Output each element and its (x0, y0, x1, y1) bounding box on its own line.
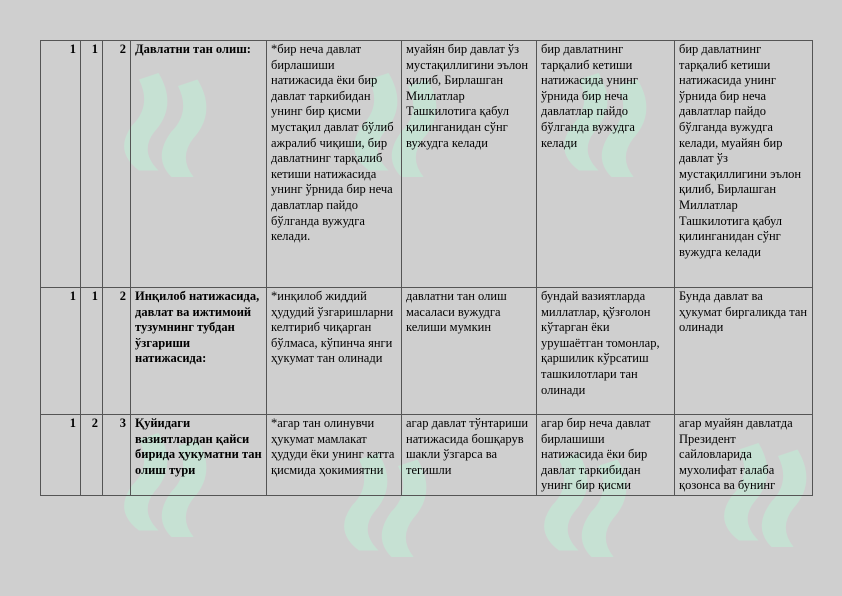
number-cell: 2 (103, 288, 131, 415)
answer-cell: бундай вазиятларда миллатлар, қўзғолон кўтарган ёки урушаётган томонлар, қаршилик кўрсатиш ташкилотлари тан олинади (537, 288, 675, 415)
answer-cell: агар муайян давлатда Президент сайловларида мухолифат ғалаба қозонса ва бунинг (675, 415, 813, 496)
question-cell: Инқилоб натижасида, давлат ва ижтимоий тузумнинг тубдан ўзгариши натижасида: (131, 288, 267, 415)
table-row (41, 288, 813, 415)
table-row (41, 415, 813, 496)
answer-cell: бир давлатнинг тарқалиб кетиши натижасида унинг ўрнида бир неча давлатлар пайдо бўлганда вужудга келади, муайян бир давлат ўз мустақиллигини эълон қилиб, Бирлашган Миллатлар Ташкилотига қабул қилинганидан сўнг вужудга келади (675, 41, 813, 288)
answer-cell: давлатни тан олиш масаласи вужудга келиши мумкин (402, 288, 537, 415)
answer-cell: агар бир неча давлат бирлашиши натижасида ёки бир давлат таркибидан унинг бир қисми (537, 415, 675, 496)
answer-cell: *агар тан олинувчи ҳукумат мамлакат ҳудуди ёки унинг катта қисмида ҳокимиятни (267, 415, 402, 496)
answer-cell: *бир неча давлат бирлашиши натижасида ёки бир давлат таркибидан унинг бир қисми мустақил давлат бўлиб ажралиб чиқиши, бир давлатнинг тарқалиб кетиши натижасида унинг ўрнида бир неча давлатлар пайдо бўлганда вужудга келади. (267, 41, 402, 288)
number-cell: 2 (103, 41, 131, 288)
question-cell: Қуйидаги вазиятлардан қайси бирида ҳукуматни тан олиш тури (131, 415, 267, 496)
number-cell: 1 (41, 415, 81, 496)
number-cell: 1 (81, 41, 103, 288)
number-cell: 1 (81, 288, 103, 415)
question-cell: Давлатни тан олиш: (131, 41, 267, 288)
number-cell: 2 (81, 415, 103, 496)
answer-cell: бир давлатнинг тарқалиб кетиши натижасида унинг ўрнида бир неча давлатлар пайдо бўлганда вужудга келади (537, 41, 675, 288)
quiz-table (40, 40, 813, 496)
answer-cell: агар давлат тўнтариши натижасида бошқарув шакли ўзгарса ва тегишли (402, 415, 537, 496)
number-cell: 1 (41, 41, 81, 288)
number-cell: 1 (41, 288, 81, 415)
table-row (41, 41, 813, 288)
answer-cell: *инқилоб жиддий ҳудудий ўзгаришларни келтириб чиқарган бўлмаса, кўпинча янги ҳукумат тан олинади (267, 288, 402, 415)
answer-cell: муайян бир давлат ўз мустақиллигини эълон қилиб, Бирлашган Миллатлар Ташкилотига қабул қилинганидан сўнг вужудга келади (402, 41, 537, 288)
number-cell: 3 (103, 415, 131, 496)
answer-cell: Бунда давлат ва ҳукумат биргаликда тан олинади (675, 288, 813, 415)
